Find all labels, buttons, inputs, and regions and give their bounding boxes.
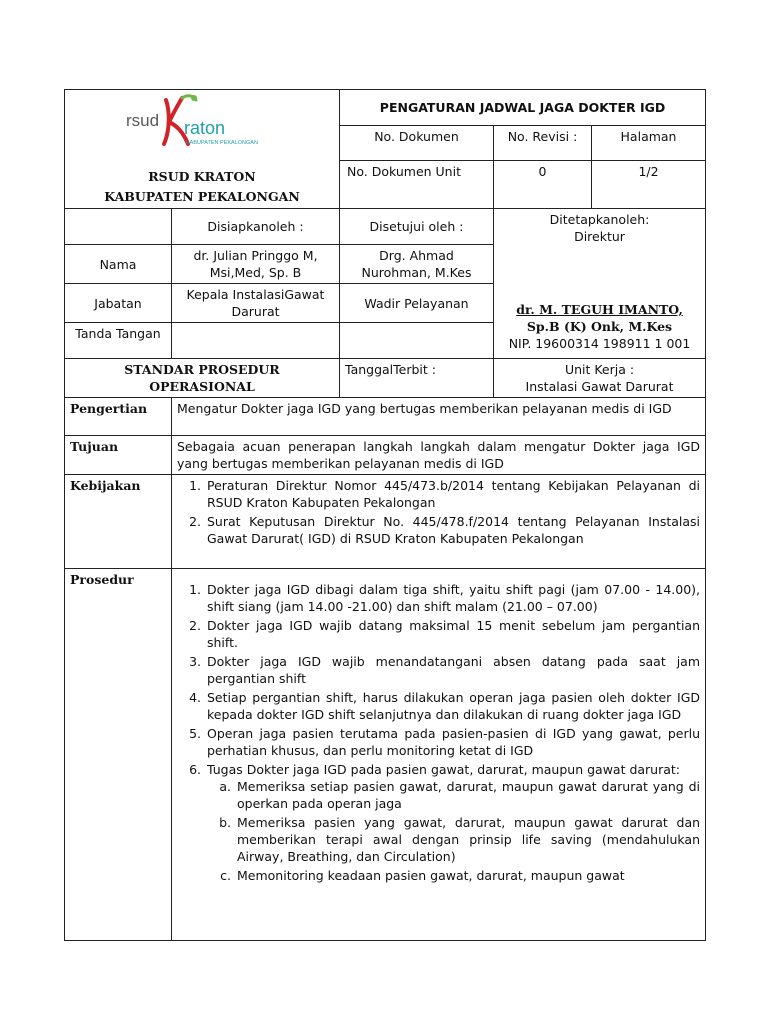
hospital-name: RSUD KRATON xyxy=(148,169,256,184)
prosedur-list xyxy=(177,581,700,884)
ditetapkan-cell xyxy=(494,209,706,359)
disetujui-label: Disetujui oleh : xyxy=(340,209,494,245)
ditetapkan-role: Direktur xyxy=(574,229,625,244)
prosedur-item-6-text: Tugas Dokter jaga IGD pada pasien gawat, darurat, maupun gawat darurat: xyxy=(207,762,681,777)
approval-empty-cell xyxy=(65,209,172,245)
kebijakan-item: 1. Peraturan Direktur Nomor 445/473.b/2014 tentang Kebijakan Pelayanan di RSUD Kraton Kabupaten Pekalongan xyxy=(205,477,700,511)
kebijakan-cell xyxy=(172,475,706,569)
direktur-name-line2: Sp.B (K) Onk, M.Kes xyxy=(526,319,673,334)
disiapkan-label: Disiapkanoleh : xyxy=(172,209,340,245)
logo-cell xyxy=(65,90,340,209)
sop-table xyxy=(64,89,706,941)
direktur-name-line1: dr. M. TEGUH IMANTO, xyxy=(516,302,683,317)
halaman-value: 1/2 xyxy=(592,160,706,208)
nama-disiapkan: dr. Julian Pringgo M, Msi,Med, Sp. B xyxy=(172,245,340,284)
ditetapkan-label: Ditetapkanoleh: xyxy=(549,212,650,227)
no-dokumen-label: No. Dokumen xyxy=(340,126,494,160)
kebijakan-label: Kebijakan xyxy=(65,475,172,569)
sop-document xyxy=(64,89,705,941)
prosedur-item: 3. Dokter jaga IGD wajib menandatangani absen datang pada saat jam pergantian shift xyxy=(205,653,700,687)
jabatan-label: Jabatan xyxy=(65,284,172,323)
direktur-nip: NIP. 19600314 198911 1 001 xyxy=(508,336,691,351)
prosedur-item: 4. Setiap pergantian shift, harus dilakukan operan jaga pasien oleh dokter IGD kepada dokter IGD shift selanjutnya dan dilakukan di ruang dokter jaga IGD xyxy=(205,689,700,723)
hospital-region: KABUPATEN PEKALONGAN xyxy=(104,189,300,204)
tugas-item: b. Memeriksa pasien yang gawat, darurat, maupun gawat darurat dan memberikan terapi awal dengan prinsip life saving (mendahulukan Airway, Breathing, dan Circulation) xyxy=(235,814,700,865)
sop-label: STANDAR PROSEDUR OPERASIONAL xyxy=(65,359,340,398)
no-dokumen-unit-label xyxy=(340,160,494,208)
tugas-list xyxy=(207,778,700,884)
tanda-tangan-disiapkan xyxy=(172,323,340,359)
nama-label: Nama xyxy=(65,245,172,284)
prosedur-item xyxy=(205,761,700,884)
prosedur-cell xyxy=(172,569,706,941)
tugas-item: a. Memeriksa setiap pasien gawat, darurat, maupun gawat darurat yang di operkan pada operan jaga xyxy=(235,778,700,812)
no-dokumen-unit-text: No. Dokumen Unit xyxy=(347,163,461,179)
tugas-item: c. Memonitoring keadaan pasien gawat, darurat, maupun gawat xyxy=(235,867,700,884)
kraton-logo-icon xyxy=(122,92,282,154)
unit-kerja-value: Instalasi Gawat Darurat xyxy=(525,379,674,394)
unit-kerja-label: Unit Kerja : xyxy=(564,362,635,377)
logo-kraton-text: raton xyxy=(184,118,226,138)
tujuan-text: Sebagaia acuan penerapan langkah langkah dalam mengatur Dokter jaga IGD yang bertugas memberikan pelayanan medis di IGD xyxy=(172,436,706,475)
tujuan-label: Tujuan xyxy=(65,436,172,475)
prosedur-item: 2. Dokter jaga IGD wajib datang maksimal 15 menit sebelum jam pergantian shift. xyxy=(205,617,700,651)
document-title: PENGATURAN JADWAL JAGA DOKTER IGD xyxy=(340,90,706,126)
jabatan-disiapkan: Kepala InstalasiGawat Darurat xyxy=(172,284,340,323)
kebijakan-item: 2. Surat Keputusan Direktur No. 445/478.f/2014 tentang Pelayanan Instalasi Gawat Darurat( IGD) di RSUD Kraton Kabupaten Pekalongan xyxy=(205,513,700,547)
revisi-value: 0 xyxy=(494,160,592,208)
hospital-logo xyxy=(122,92,282,158)
no-revisi-label: No. Revisi : xyxy=(494,126,592,160)
tanda-tangan-disetujui xyxy=(340,323,494,359)
jabatan-disetujui: Wadir Pelayanan xyxy=(340,284,494,323)
pengertian-text: Mengatur Dokter jaga IGD yang bertugas memberikan pelayanan medis di IGD xyxy=(172,398,706,436)
prosedur-item: 5. Operan jaga pasien terutama pada pasien-pasien di IGD yang gawat, perlu perhatian khusus, dan perlu monitoring ketat di IGD xyxy=(205,725,700,759)
pengertian-label: Pengertian xyxy=(65,398,172,436)
nama-disetujui: Drg. Ahmad Nurohman, M.Kes xyxy=(340,245,494,284)
prosedur-item: 1. Dokter jaga IGD dibagi dalam tiga shift, yaitu shift pagi (jam 07.00 - 14.00), shift siang (jam 14.00 -21.00) dan shift malam (21.00 – 07.00) xyxy=(205,581,700,615)
prosedur-label: Prosedur xyxy=(65,569,172,941)
kebijakan-list xyxy=(177,477,700,547)
halaman-label: Halaman xyxy=(592,126,706,160)
tanda-tangan-label: Tanda Tangan xyxy=(65,323,172,359)
tanggal-terbit-label: TanggalTerbit : xyxy=(340,359,494,398)
logo-subtitle-text: KABUPATEN PEKALONGAN xyxy=(186,140,258,146)
unit-kerja-cell xyxy=(494,359,706,398)
logo-rsud-text: rsud xyxy=(126,111,160,130)
